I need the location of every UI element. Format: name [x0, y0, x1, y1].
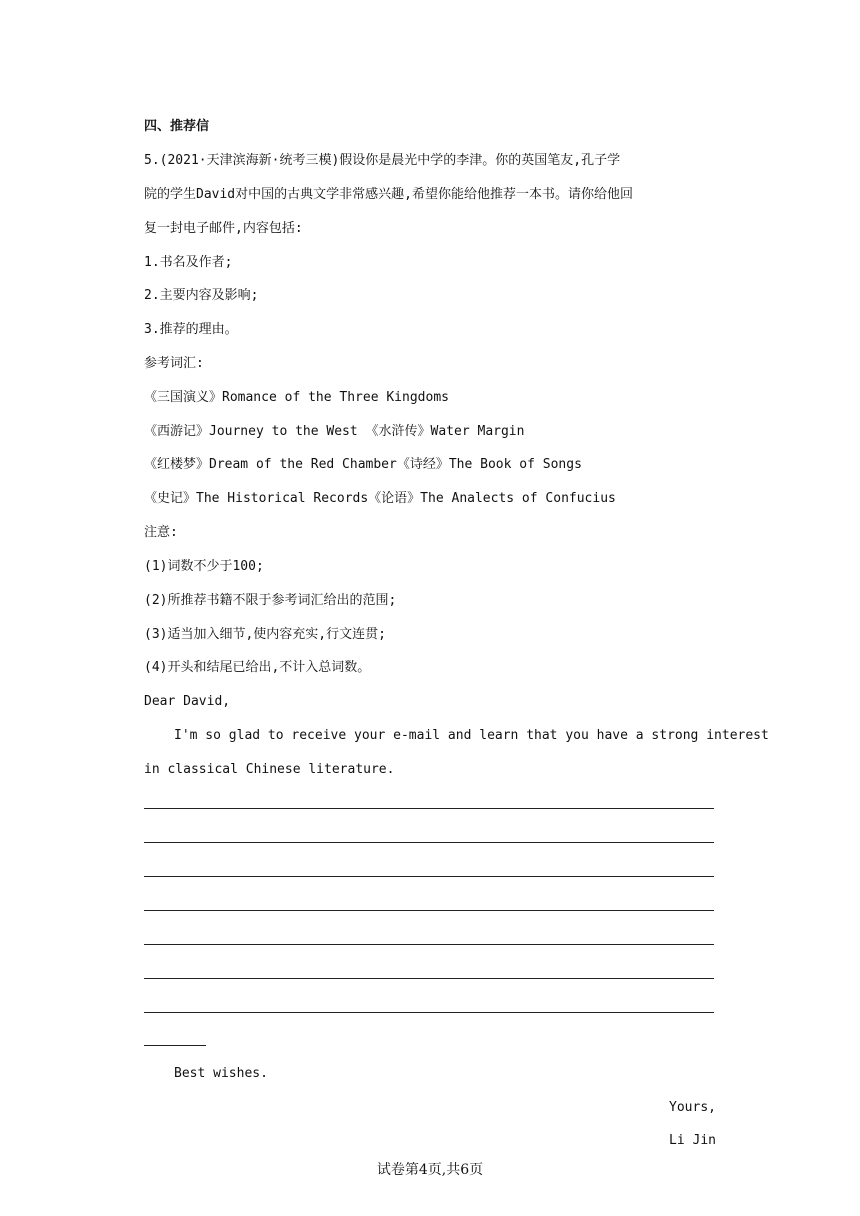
- note-item: (1)词数不少于100;: [144, 559, 264, 574]
- vocab-line: 《三国演义》Romance of the Three Kingdoms: [144, 390, 449, 405]
- note-item: (4)开头和结尾已给出,不计入总词数。: [144, 660, 371, 675]
- note-item: (3)适当加入细节,使内容充实,行文连贯;: [144, 627, 386, 642]
- letter-closing: Best wishes.: [174, 1066, 268, 1081]
- vocab-label: 参考词汇:: [144, 356, 204, 371]
- note-item: (2)所推荐书籍不限于参考词汇给出的范围;: [144, 593, 397, 608]
- requirement-item: 3.推荐的理由。: [144, 322, 238, 337]
- answer-blank-line[interactable]: [144, 944, 714, 945]
- answer-blank-line[interactable]: [144, 842, 714, 843]
- answer-blank-line[interactable]: [144, 978, 714, 979]
- requirement-item: 1.书名及作者;: [144, 255, 233, 270]
- vocab-line: 《红楼梦》Dream of the Red Chamber《诗经》The Book of Songs: [144, 457, 582, 472]
- answer-blank-line[interactable]: [144, 1012, 714, 1013]
- requirement-item: 2.主要内容及影响;: [144, 288, 259, 303]
- letter-opening-line-2: in classical Chinese literature.: [144, 762, 395, 777]
- letter-signoff: Yours,: [669, 1100, 716, 1115]
- section-title: 四、推荐信: [144, 119, 210, 134]
- answer-blank-line[interactable]: [144, 910, 714, 911]
- question-text-line-2: 院的学生David对中国的古典文学非常感兴趣,希望你能给他推荐一本书。请你给他回: [144, 187, 633, 202]
- question-text-line-3: 复一封电子邮件,内容包括:: [144, 221, 303, 236]
- page-footer: 试卷第4页,共6页: [376, 1162, 484, 1178]
- answer-blank-line-short[interactable]: [144, 1045, 206, 1046]
- letter-opening-line-1: I'm so glad to receive your e-mail and learn that you have a strong interest: [174, 728, 769, 743]
- letter-salutation: Dear David,: [144, 694, 231, 709]
- answer-blank-line[interactable]: [144, 876, 714, 877]
- vocab-line: 《史记》The Historical Records《论语》The Analects of Confucius: [144, 491, 616, 506]
- vocab-line: 《西游记》Journey to the West 《水浒传》Water Margin: [144, 424, 525, 439]
- notes-label: 注意:: [144, 525, 178, 540]
- question-text-line-1: 5.(2021·天津滨海新·统考三模)假设你是晨光中学的李津。你的英国笔友,孔子学: [144, 153, 621, 168]
- letter-signature: Li Jin: [669, 1133, 716, 1148]
- answer-blank-line[interactable]: [144, 808, 714, 809]
